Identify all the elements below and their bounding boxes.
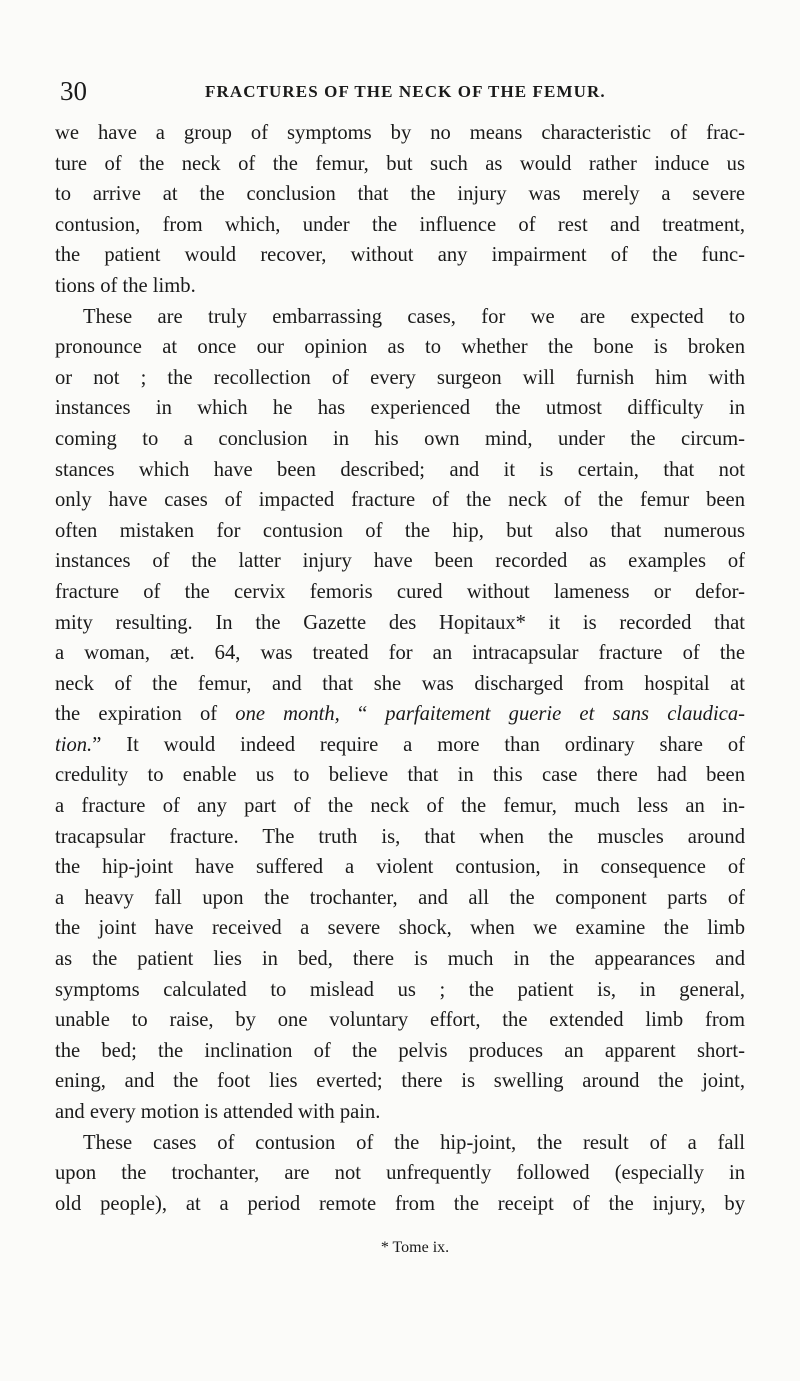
body-text: [55, 118, 745, 1219]
text-line: instances of the latter injury have been recorded as examples of: [55, 550, 745, 573]
text-line: credulity to enable us to believe that in this case there had been: [55, 764, 745, 787]
text-line: the hip-joint have suffered a violent contusion, in consequence of: [55, 856, 745, 879]
running-head: [60, 76, 760, 106]
italic-text: parfaitement guerie et sans claudica-: [385, 703, 745, 726]
text-line: ening, and the foot lies everted; there is swelling around the joint,: [55, 1070, 745, 1093]
text-line: instances in which he has experienced the utmost difficulty in: [55, 397, 745, 420]
text-line: fracture of the cervix femoris cured without lameness or defor-: [55, 580, 745, 603]
italic-text: tion.: [55, 733, 93, 756]
text-line: old people), at a period remote from the receipt of the injury, by: [55, 1192, 745, 1215]
text-line: ture of the neck of the femur, but such as would rather induce us: [55, 152, 745, 175]
text-line: a woman, æt. 64, was treated for an intracapsular fracture of the: [55, 642, 745, 665]
text-line: we have a group of symptoms by no means characteristic of frac-: [55, 122, 745, 144]
text-run: “: [339, 703, 386, 726]
text-line-italic-quote: [55, 730, 745, 761]
italic-text: one month,: [235, 703, 340, 726]
text-line: unable to raise, by one voluntary effort, the extended limb from: [55, 1009, 745, 1032]
text-line: tracapsular fracture. The truth is, that when the muscles around: [55, 825, 745, 848]
text-run: ” It would indeed require a more than ordinary share of: [92, 733, 745, 756]
text-line: the bed; the inclination of the pelvis produces an apparent short-: [55, 1039, 745, 1062]
text-line: to arrive at the conclusion that the injury was merely a severe: [55, 183, 745, 206]
text-line: pronounce at once our opinion as to whether the bone is broken: [55, 336, 745, 359]
page-number: 30: [60, 76, 87, 106]
text-line: and every motion is attended with pain.: [55, 1101, 381, 1123]
text-line: coming to a conclusion in his own mind, under the circum-: [55, 427, 745, 450]
text-line: the patient would recover, without any impairment of the func-: [55, 244, 745, 267]
text-line: mity resulting. In the Gazette des Hopitaux* it is recorded that: [55, 611, 745, 634]
footnote: * Tome ix.: [380, 1239, 450, 1256]
text-line: as the patient lies in bed, there is much in the appearances and: [55, 948, 745, 971]
text-line: tions of the limb.: [55, 274, 196, 297]
text-run: the expiration of: [55, 703, 236, 726]
text-line: neck of the femur, and that she was discharged from hospital at: [55, 672, 745, 695]
text-line: often mistaken for contusion of the hip, but also that numerous: [55, 519, 745, 542]
text-line-italic-quote: [55, 699, 745, 730]
text-line: contusion, from which, under the influence of rest and treatment,: [55, 213, 745, 236]
text-line: These are truly embarrassing cases, for we are expected to: [83, 305, 745, 328]
text-line: or not ; the recollection of every surgeon will furnish him with: [55, 366, 745, 389]
text-line: the joint have received a severe shock, when we examine the limb: [55, 917, 745, 940]
text-line: a fracture of any part of the neck of the femur, much less an in-: [55, 795, 745, 818]
text-line: symptoms calculated to mislead us ; the patient is, in general,: [55, 978, 745, 1001]
text-line: upon the trochanter, are not unfrequently followed (especially in: [55, 1162, 745, 1185]
text-line: only have cases of impacted fracture of the neck of the femur been: [55, 489, 745, 512]
text-line: These cases of contusion of the hip-joint, the result of a fall: [83, 1131, 745, 1154]
text-line: stances which have been described; and it is certain, that not: [55, 458, 745, 481]
running-title: FRACTURES OF THE NECK OF THE FEMUR.: [205, 82, 606, 101]
text-line: a heavy fall upon the trochanter, and all the component parts of: [55, 886, 745, 909]
